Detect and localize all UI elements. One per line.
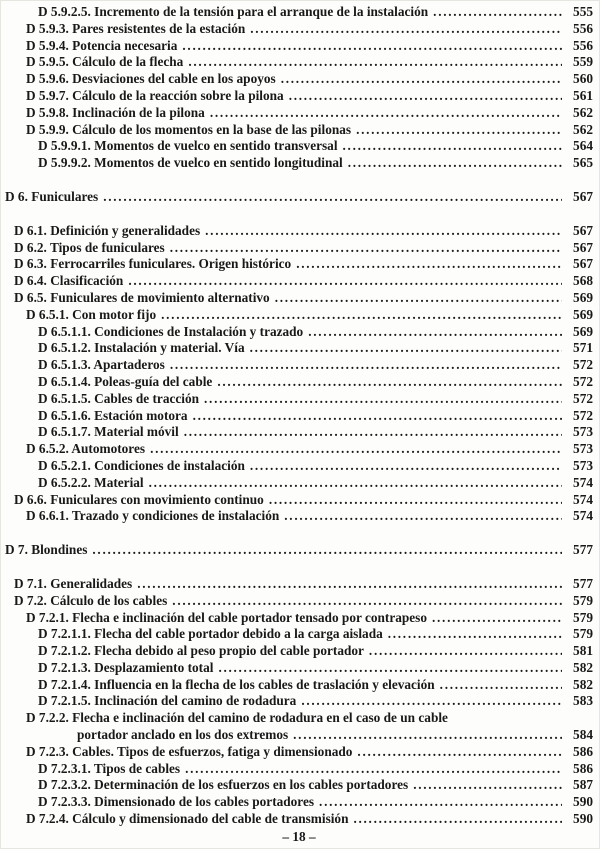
toc-page-number: 567 xyxy=(573,222,593,238)
dot-leader xyxy=(269,492,562,509)
dot-leader xyxy=(289,88,562,105)
toc-entry-row xyxy=(5,374,593,391)
toc-entry-label: D 7.2.1.5. Inclinación del camino de rodadura xyxy=(38,693,297,709)
toc-entry-row xyxy=(5,38,593,55)
toc-page-number: 579 xyxy=(573,626,593,642)
toc-entry-row xyxy=(5,811,593,828)
toc-entry-row xyxy=(5,391,593,408)
dot-leader xyxy=(92,542,562,559)
dot-leader xyxy=(188,54,562,71)
toc-entry-label: D 6.4. Clasificación xyxy=(14,273,124,289)
toc-page-number: 572 xyxy=(573,357,593,373)
dot-leader xyxy=(353,811,562,828)
toc-entry-label: D 5.9.4. Potencia necesaria xyxy=(26,37,178,53)
toc-page-number: 590 xyxy=(573,811,593,827)
dot-leader xyxy=(103,189,562,206)
toc-entry-label: D 6.5.2. Automotores xyxy=(26,441,146,457)
toc-entry-row xyxy=(5,357,593,374)
dot-leader xyxy=(137,576,562,593)
toc-entry-row xyxy=(5,744,593,761)
dot-leader xyxy=(150,441,562,458)
toc-entry-label: D 5.9.9.2. Momentos de vuelco en sentido longitudinal xyxy=(38,155,343,171)
dot-leader xyxy=(170,240,562,257)
toc-entry-row xyxy=(5,794,593,811)
toc-entry-row xyxy=(5,693,593,710)
dot-leader xyxy=(348,155,562,172)
toc-page-number: 562 xyxy=(573,104,593,120)
toc-entry-row xyxy=(5,88,593,105)
toc-entry-row xyxy=(5,424,593,441)
toc-entry-label: D 7.2.1.3. Desplazamiento total xyxy=(38,659,214,675)
toc-page-number: 559 xyxy=(573,54,593,70)
toc-page-number: 579 xyxy=(573,592,593,608)
toc-page-number: 571 xyxy=(573,340,593,356)
toc-entry-label: D 6.5.1.6. Estación motora xyxy=(38,407,188,423)
dot-leader xyxy=(369,643,562,660)
toc-entry-label: D 6.5.1.7. Material móvil xyxy=(38,424,179,440)
toc-entry-row xyxy=(5,340,593,357)
toc-entry-row xyxy=(5,105,593,122)
toc-page-number: 577 xyxy=(573,542,593,558)
toc-page-number: 582 xyxy=(573,676,593,692)
toc-page-number: 573 xyxy=(573,441,593,457)
toc-entry-label: D 7.2.1.4. Influencia en la flecha de los cables de traslación y elevación xyxy=(38,676,435,692)
toc-entry-row xyxy=(5,458,593,475)
dot-leader xyxy=(284,508,562,525)
toc-entry-row xyxy=(5,138,593,155)
toc-page-number: 561 xyxy=(573,87,593,103)
toc-entry-row xyxy=(5,441,593,458)
toc-page-number: 560 xyxy=(573,71,593,87)
dot-leader xyxy=(193,408,562,425)
toc-entry-row xyxy=(5,290,593,307)
dot-leader xyxy=(413,777,562,794)
dot-leader xyxy=(217,374,562,391)
toc-entry-row xyxy=(5,155,593,172)
toc-entry-label: D 6.5.2.1. Condiciones de instalación xyxy=(38,457,245,473)
toc-page-number: 556 xyxy=(573,20,593,36)
toc-page-number: 577 xyxy=(573,575,593,591)
dot-leader xyxy=(172,593,562,610)
dot-leader xyxy=(343,138,562,155)
toc-entry-row xyxy=(5,626,593,643)
toc-entry-label: D 5.9.8. Inclinación de la pilona xyxy=(26,104,205,120)
toc-entry-row xyxy=(5,777,593,794)
toc-entry-row xyxy=(5,324,593,341)
dot-leader xyxy=(128,273,562,290)
toc-entry-label: D 6.5. Funiculares de movimiento alternativo xyxy=(14,289,270,305)
toc-page-number: 586 xyxy=(573,760,593,776)
toc-entry-row xyxy=(5,710,593,727)
toc-entry-label: D 5.9.2.5. Incremento de la tensión para el arranque de la instalación xyxy=(38,4,429,19)
toc-page-number: 556 xyxy=(573,37,593,53)
toc-entry-label: D 6.3. Ferrocarriles funiculares. Origen histórico xyxy=(14,256,292,272)
toc-page-number: 579 xyxy=(573,609,593,625)
dot-leader xyxy=(301,693,562,710)
toc-entry-label: D 5.9.3. Pares resistentes de la estación xyxy=(26,20,246,36)
toc-page-number: 573 xyxy=(573,457,593,473)
toc-page-number: 581 xyxy=(573,643,593,659)
toc-entry-label: D 6.6.1. Trazado y condiciones de instalación xyxy=(26,508,280,524)
toc-page-number: 586 xyxy=(573,743,593,759)
dot-leader xyxy=(204,391,562,408)
page-number-footer: – 18 – xyxy=(282,828,316,844)
dot-leader xyxy=(184,424,562,441)
dot-leader xyxy=(296,256,562,273)
toc-page-number: 569 xyxy=(573,289,593,305)
toc-chapter-row xyxy=(5,542,593,559)
toc-entry-row xyxy=(5,475,593,492)
dot-leader xyxy=(185,761,562,778)
toc-entry-row xyxy=(5,223,593,240)
dot-leader xyxy=(388,626,562,643)
toc-entry-row xyxy=(5,71,593,88)
toc-page-number: 572 xyxy=(573,390,593,406)
toc-entry-label: D 6.5.1.4. Poleas-guía del cable xyxy=(38,373,213,389)
toc-entry-label: D 6.1. Definición y generalidades xyxy=(14,222,201,238)
toc-page-number: 583 xyxy=(573,693,593,709)
toc-entry-row xyxy=(5,677,593,694)
toc-page-number: 568 xyxy=(573,273,593,289)
dot-leader xyxy=(182,38,562,55)
toc-entry-row xyxy=(5,240,593,257)
toc-page-number: 574 xyxy=(573,474,593,490)
dot-leader xyxy=(149,475,562,492)
dot-leader xyxy=(218,660,562,677)
dot-leader xyxy=(275,290,562,307)
toc-page-number: 567 xyxy=(573,256,593,272)
toc-entry-label: D 7.2. Cálculo de los cables xyxy=(14,592,168,608)
dot-leader xyxy=(356,122,562,139)
toc-entry-label: D 7.1. Generalidades xyxy=(14,575,133,591)
toc-entry-label: D 7.2.1.1. Flecha del cable portador debido a la carga aislada xyxy=(38,626,383,642)
dot-leader xyxy=(357,744,562,761)
toc-entry-row xyxy=(5,273,593,290)
toc-entry-label: D 7.2.3. Cables. Tipos de esfuerzos, fatiga y dimensionado xyxy=(26,743,353,759)
toc-entry-label: D 5.9.9. Cálculo de los momentos en la base de las pilonas xyxy=(26,121,352,137)
toc-entry-label: D 6.5.1.2. Instalación y material. Vía xyxy=(38,340,245,356)
toc-entry-row xyxy=(5,593,593,610)
toc-page-number: 587 xyxy=(573,777,593,793)
dot-leader xyxy=(250,21,562,38)
toc-entry-label: D 6.5.1. Con motor fijo xyxy=(26,306,157,322)
toc-entry-label: D 7.2.1.2. Flecha debido al peso propio del cable portador xyxy=(38,643,364,659)
dot-leader xyxy=(281,71,562,88)
toc-entry-label: D 6.5.1.3. Apartaderos xyxy=(38,357,165,373)
dot-leader xyxy=(205,223,562,240)
toc-entry-label: D 6.6. Funiculares con movimiento continuo xyxy=(14,491,264,507)
toc-entry-row xyxy=(5,492,593,509)
toc-page-number: 564 xyxy=(573,138,593,154)
toc-page-number: 567 xyxy=(573,188,593,204)
toc-page-number: 569 xyxy=(573,306,593,322)
toc-page-number: 584 xyxy=(573,727,593,743)
toc-page-number: 567 xyxy=(573,239,593,255)
toc-entry-row xyxy=(5,660,593,677)
toc-page-number: 565 xyxy=(573,155,593,171)
toc-entry-label: D 7.2.2. Flecha e inclinación del camino de rodadura en el caso de un cable xyxy=(26,710,448,726)
toc-entry-label: D 7.2.4. Cálculo y dimensionado del cable de transmisión xyxy=(26,811,349,827)
toc-entry-row xyxy=(5,4,593,21)
toc-entry-label: D 6.5.2.2. Material xyxy=(38,474,144,490)
dot-leader xyxy=(319,794,562,811)
toc-entry-label: D 7.2.3.2. Determinación de los esfuerzos en los cables portadores xyxy=(38,777,409,793)
toc-continuation-row xyxy=(5,727,593,744)
toc-entry-row xyxy=(5,21,593,38)
toc-entry-label: D 5.9.5. Cálculo de la flecha xyxy=(26,54,184,70)
dot-leader xyxy=(250,458,562,475)
toc-entry-row xyxy=(5,610,593,627)
dot-leader xyxy=(210,105,562,122)
toc-entry-label: D 6. Funiculares xyxy=(5,188,99,204)
toc-entry-label: D 6.5.1.5. Cables de tracción xyxy=(38,390,200,406)
toc-page-number: 572 xyxy=(573,407,593,423)
toc-page-number: 572 xyxy=(573,373,593,389)
dot-leader xyxy=(170,357,562,374)
toc-page-number: 562 xyxy=(573,121,593,137)
dot-leader xyxy=(250,340,562,357)
toc-entry-label: D 5.9.7. Cálculo de la reacción sobre la pilona xyxy=(26,87,284,103)
toc-page-number: 582 xyxy=(573,659,593,675)
toc-entry-label: D 7.2.1. Flecha e inclinación del cable portador tensado por contrapeso xyxy=(26,609,427,625)
toc-page-number: 569 xyxy=(573,323,593,339)
toc-page-number: 573 xyxy=(573,424,593,440)
toc-entry-row xyxy=(5,761,593,778)
toc-entry-label: D 6.5.1.1. Condiciones de Instalación y trazado xyxy=(38,323,304,339)
dot-leader xyxy=(433,4,562,21)
toc-entry-row xyxy=(5,508,593,525)
toc-entry-row xyxy=(5,307,593,324)
toc-entry-label: D 5.9.9.1. Momentos de vuelco en sentido transversal xyxy=(38,138,338,154)
toc-page-number: 574 xyxy=(573,508,593,524)
toc-entry-label: portador anclado en los dos extremos xyxy=(77,727,289,743)
toc-chapter-row xyxy=(5,189,593,206)
toc-entry-row xyxy=(5,122,593,139)
toc-page-number: 574 xyxy=(573,491,593,507)
dot-leader xyxy=(161,307,562,324)
toc-entry-row xyxy=(5,576,593,593)
dot-leader xyxy=(308,324,562,341)
toc-entry-row xyxy=(5,408,593,425)
toc-entry-label: D 7. Blondines xyxy=(5,542,88,558)
toc-list xyxy=(5,4,593,828)
dot-leader xyxy=(432,610,562,627)
toc-entry-label: D 7.2.3.3. Dimensionado de los cables portadores xyxy=(38,794,315,810)
toc-page-number: 590 xyxy=(573,794,593,810)
toc-entry-label: D 6.2. Tipos de funiculares xyxy=(14,239,165,255)
dot-leader xyxy=(440,677,562,694)
dot-leader xyxy=(293,727,562,744)
toc-entry-row xyxy=(5,54,593,71)
toc-page-number: 555 xyxy=(573,4,593,19)
toc-entry-label: D 5.9.6. Desviaciones del cable en los apoyos xyxy=(26,71,276,87)
toc-entry-row xyxy=(5,256,593,273)
toc-entry-label: D 7.2.3.1. Tipos de cables xyxy=(38,760,181,776)
toc-entry-row xyxy=(5,643,593,660)
